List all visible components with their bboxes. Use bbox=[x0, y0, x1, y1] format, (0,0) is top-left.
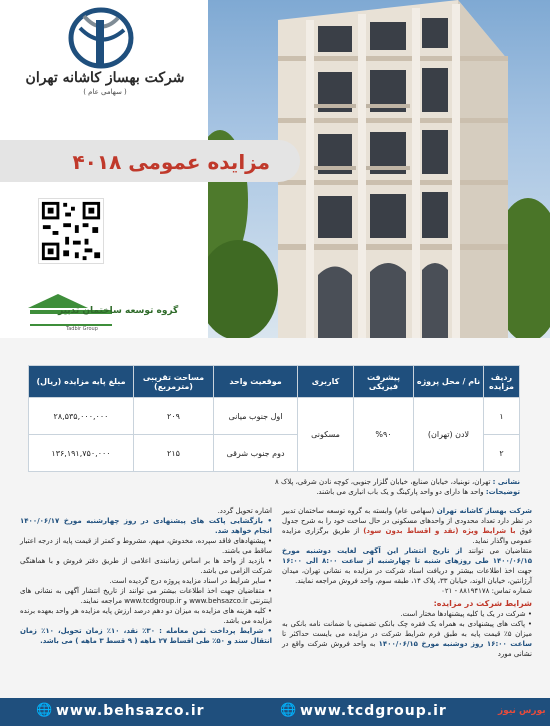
cell-price: ۲۸,۵۳۵,۰۰۰,۰۰۰ bbox=[29, 398, 134, 435]
company-name: شرکت بهساز کاشانه تهران bbox=[25, 70, 185, 86]
cell-position: اول جنوب میانی bbox=[214, 398, 298, 435]
left-text-column bbox=[20, 506, 272, 682]
watermark-brand: بورس نیوز bbox=[498, 706, 546, 716]
col-header-usage: کاربری bbox=[298, 366, 354, 398]
cell-position: دوم جنوب شرقی bbox=[214, 435, 298, 472]
qr-code-icon bbox=[38, 198, 104, 264]
cell-id: ۱ bbox=[484, 398, 520, 435]
footer-url-behsaz[interactable]: www.behsazco.ir bbox=[56, 703, 205, 719]
page-title: مزایده عمومی ۴۰۱۸ bbox=[72, 150, 270, 174]
condition-item: • شرایط پرداخت ثمن معامله : ۳۰٪ نقد، ۱۰٪ زمان تحویل، ۱۰٪ زمان انتقال سند و ۵۰٪ طی اقساط ۲۷ ماهه ( ۹ قسط ۳ ماهه ) می باشد. bbox=[20, 627, 272, 645]
col-header-project: نام / محل پروژه bbox=[414, 366, 484, 398]
address-line: نشانی : تهران، نوبنیاد، خیابان صنایع، خیابان گلزار جنوبی، کوچه نادن شرقی، پلاک ۸ bbox=[274, 478, 520, 486]
col-header-area: مساحت تقریبی (مترمربع) bbox=[134, 366, 214, 398]
condition-item: • بازدید از واحد ها بر اساس زمانبندی اعلامی از طریق دفتر فروش و با هماهنگی شرکت الزامی می باشد. bbox=[20, 557, 272, 575]
cell-area: ۲۱۵ bbox=[134, 435, 214, 472]
condition-item: • سایر شرایط در اسناد مزایده پروژه درج گردیده است. bbox=[109, 577, 272, 585]
condition-item: • کلیه هزینه های مزایده به میزان دو دهم درصد ارزش پایه مزایده هر واحد بعهده برنده مزایده می باشد. bbox=[20, 607, 272, 625]
cell-price: ۱۳۶,۱۹۱,۷۵۰,۰۰۰ bbox=[29, 435, 134, 472]
company-subtitle: ( سهامی عام ) bbox=[83, 88, 127, 96]
description-line: توضیحات: واحد ها دارای دو واحد پارکینگ و یک باب انباری می باشند. bbox=[316, 488, 520, 496]
table-notes bbox=[28, 477, 520, 497]
globe-icon: 🌐 bbox=[36, 703, 53, 718]
group-tagline: Tadbir Group bbox=[66, 326, 98, 332]
cell-id: ۲ bbox=[484, 435, 520, 472]
table-row bbox=[29, 398, 520, 435]
condition-item: • شرکت در یک یا کلیه پیشنهادها مختار است. bbox=[400, 610, 532, 618]
conditions-title: شرایط شرکت در مزایده: bbox=[433, 599, 532, 608]
footer-url-tcdgroup[interactable]: www.tcdgroup.ir bbox=[300, 703, 447, 719]
condition-item: • بازگشایی پاکت های پیشنهادی در روز چهارشنبه مورخ ۱۴۰۰/۰۶/۱۷ انجام خواهد شد. bbox=[20, 517, 272, 535]
condition-item: • پیشنهادهای فاقد سپرده، مخدوش، مبهم، مشروط و کمتر از قیمت پایه از درجه اعتبار ساقط می باشند. bbox=[20, 537, 272, 555]
footer-bar bbox=[0, 698, 550, 726]
condition-item: • پاکت های پیشنهادی به همراه یک فقره چک بانکی تضمینی یا ضمانت نامه بانکی به میزان ۵٪ قیمت پایه به طبق فرم شرایط شرکت در مزایده می بایست حداکثر تا ساعت ۱۶:۰۰ روز دوشنبه مورخ ۱۴۰۰/۰۶/۱۵ به واحد فروش شرکت واقع در نشانی مورد bbox=[282, 620, 532, 658]
col-header-price: مبلغ پایه مزایده (ریال) bbox=[29, 366, 134, 398]
condition-item: • متقاضیان جهت اخذ اطلاعات بیشتر می توانند از تاریخ انتشار آگهی به نشانی های اینترنتی www.behsazco.ir و www.tcdgroup.ir مراجعه نمایند. bbox=[20, 587, 272, 605]
phone-line: شماره تماس: ۸۸۱۹۴۱۷۸ - ۰۲۱ bbox=[441, 587, 532, 595]
cell-area: ۲۰۹ bbox=[134, 398, 214, 435]
col-header-progress: پیشرفت فیزیکی bbox=[354, 366, 414, 398]
right-text-column bbox=[282, 506, 532, 682]
company-logo-icon bbox=[66, 6, 136, 70]
cell-project: لادن (تهران) bbox=[414, 398, 484, 472]
group-name: گروه توسعه ساختمان تدبیر bbox=[58, 306, 179, 316]
col-header-position: موقعیت واحد bbox=[214, 366, 298, 398]
cell-usage: مسکونی bbox=[298, 398, 354, 472]
auction-table bbox=[28, 365, 520, 472]
table-header-row bbox=[29, 366, 520, 398]
col-header-id: ردیف مزایده bbox=[484, 366, 520, 398]
condition-item: اشاره تحویل گردد. bbox=[217, 507, 272, 515]
schedule-paragraph: متقاضیان می توانند از تاریخ انتشار این آگهی لغایت دوشنبه مورخ ۱۴۰۰/۰۶/۱۵ طی روزهای شنبه تا چهارشنبه از ساعت ۸:۰۰ الی ۱۶:۰۰ جهت اخذ اطلاعات بیشتر و دریافت اسناد شرکت در مزایده به نشانی تهران، میدان آرژانتین، خیابان الوند، خیابان ۳۳، پلاک ۱۴، طبقه سوم، واحد فروش مراجعه نمایند. bbox=[282, 547, 532, 585]
cell-progress: %۹۰ bbox=[354, 398, 414, 472]
globe-icon: 🌐 bbox=[280, 703, 297, 718]
intro-paragraph: شرکت بهساز کاشانه تهران (سهامی عام) وابسته به گروه توسعه ساختمان تدبیر در نظر دارد تعداد محدودی از واحدهای مسکونی در حال ساخت خود را به شرح جدول فوق با شرایط ویژه (نقد و اقساط بدون سود) از طریق برگزاری مزایده عمومی واگذار نماید. bbox=[282, 507, 532, 545]
